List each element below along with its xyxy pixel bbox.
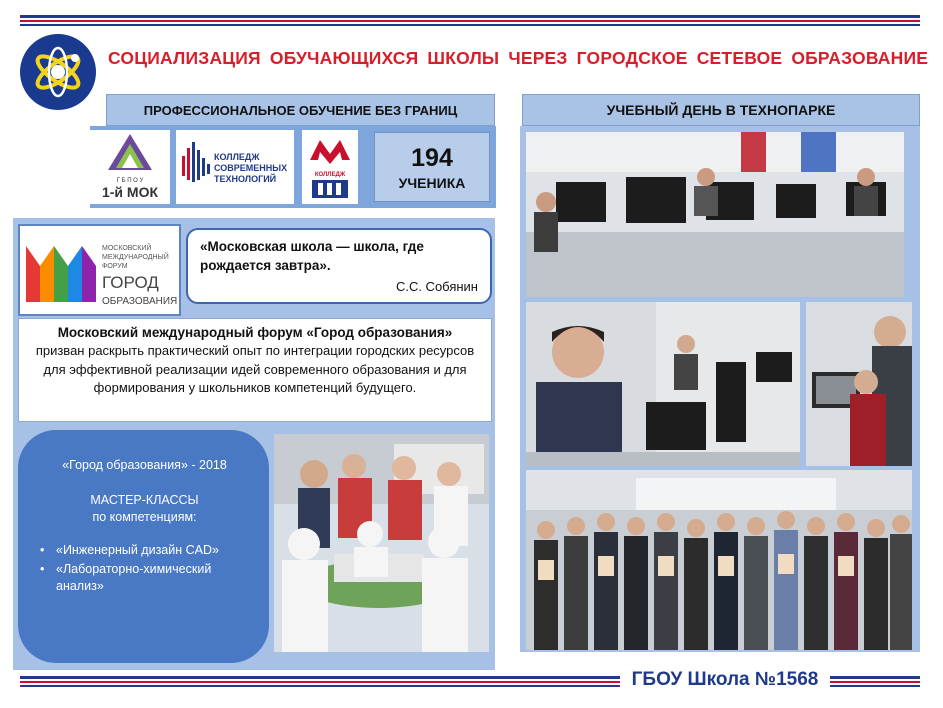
list-item: • «Инженерный дизайн CAD» (36, 542, 253, 559)
master-classes-title (36, 492, 253, 526)
master-classes-list (36, 542, 253, 595)
mok-logo (90, 130, 170, 204)
top-stripe-red (20, 20, 920, 22)
technopark-photo-group (526, 470, 912, 650)
master-classes-box (18, 430, 269, 663)
master-classes-title-line2: по компетенциям: (92, 510, 197, 524)
technopark-photo-classroom (526, 132, 904, 297)
list-item: • «Лабораторно-химический анализ» (36, 561, 253, 595)
atom-logo-icon (20, 34, 96, 110)
forum-description-title: Московский международный форум «Город образования» (57, 325, 453, 340)
section-heading-technopark: УЧЕБНЫЙ ДЕНЬ В ТЕХНОПАРКЕ (522, 94, 920, 126)
college-label: КОЛЛЕДЖ (314, 172, 346, 178)
top-stripe-blue-2 (20, 24, 920, 26)
master-class-photo (274, 434, 489, 652)
quote-text: «Московская школа — школа, где рождается завтра». (200, 239, 424, 273)
master-classes-title-line1: МАСТЕР-КЛАССЫ (90, 493, 199, 507)
footer-school-name: ГБОУ Школа №1568 (620, 669, 830, 691)
kst-line3: ТЕХНОЛОГИЙ (214, 174, 277, 184)
kst-line2: СОВРЕМЕННЫХ (214, 163, 288, 173)
forum-logo (18, 224, 181, 316)
technopark-photo-cad (806, 302, 912, 466)
forum-logo-line2: МЕЖДУНАРОДНЫЙ (102, 254, 169, 261)
kst-line1: КОЛЛЕДЖ (214, 152, 260, 162)
quote-author: С.С. Собянин (395, 279, 478, 294)
mok-name-text: 1-й МОК (101, 184, 159, 200)
section-heading-professional: ПРОФЕССИОНАЛЬНОЕ ОБУЧЕНИЕ БЕЗ ГРАНИЦ (106, 94, 495, 126)
forum-logo-line1: МОСКОВСКИЙ (102, 245, 152, 252)
page-title: СОЦИАЛИЗАЦИЯ ОБУЧАЮЩИХСЯ ШКОЛЫ ЧЕРЕЗ ГОРОДСКОЕ СЕТЕВОЕ ОБРАЗОВАНИЕ (108, 48, 929, 68)
forum-description-body: призван раскрыть практический опыт по интеграции городских ресурсов для эффективной реализации идей современного образования и для формирования у школьников компетенций будущего. (35, 343, 475, 395)
forum-logo-line4: ГОРОД (102, 273, 159, 292)
mok-small-text: Г Б П О У (116, 178, 144, 184)
forum-description (18, 318, 492, 422)
master-classes-year: «Город образования» - 2018 (62, 458, 227, 472)
forum-logo-line5: ОБРАЗОВАНИЯ (102, 296, 178, 307)
students-count: 194 (411, 143, 453, 172)
partner-logos-row (90, 126, 496, 208)
technopark-photo-students (526, 302, 800, 466)
kst-logo (176, 130, 294, 204)
students-count-box (374, 132, 490, 202)
college-logo (302, 130, 358, 204)
students-label: УЧЕНИКА (398, 174, 466, 191)
quote-box (186, 228, 492, 304)
top-stripe-blue (20, 15, 920, 18)
forum-logo-line3: ФОРУМ (102, 263, 128, 270)
